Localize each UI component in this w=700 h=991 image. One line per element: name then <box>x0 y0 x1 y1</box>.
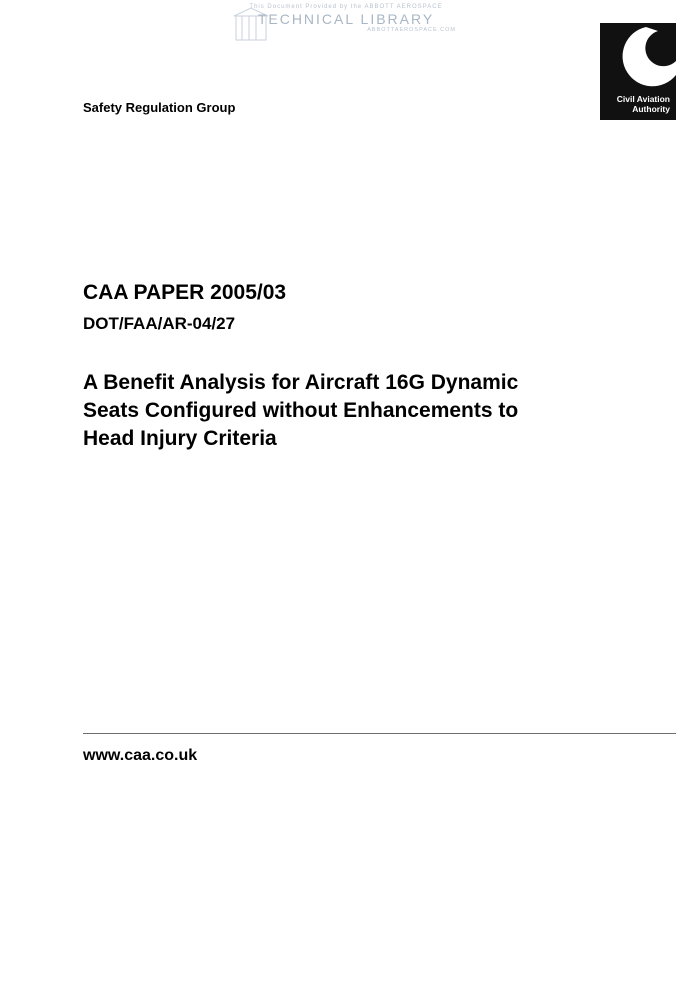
website-url: www.caa.co.uk <box>83 747 198 764</box>
title-line-2: Seats Configured without Enhancements to <box>83 399 519 422</box>
logo-line-1: Civil Aviation <box>616 94 670 104</box>
watermark-line-3: ABBOTTAEROSPACE.COM <box>367 27 456 33</box>
caa-logo <box>600 23 676 120</box>
caa-logo-text <box>617 94 670 114</box>
logo-line-2: Authority <box>632 104 670 114</box>
footer-divider <box>83 733 676 734</box>
title-line-1: A Benefit Analysis for Aircraft 16G Dynamic <box>83 371 519 394</box>
caa-logo-mark-icon <box>600 23 676 93</box>
paper-number: CAA PAPER 2005/03 <box>83 281 287 304</box>
watermark-line-1: This Document Provided by the ABBOTT AEROSPACE <box>249 4 443 10</box>
watermark-line-2: TECHNICAL LIBRARY <box>257 11 435 27</box>
title-line-3: Head Injury Criteria <box>83 427 277 450</box>
abbott-aerospace-watermark <box>232 2 458 46</box>
safety-regulation-group-label: Safety Regulation Group <box>83 100 236 115</box>
document-reference: DOT/FAA/AR-04/27 <box>83 314 236 333</box>
document-title <box>83 369 643 453</box>
